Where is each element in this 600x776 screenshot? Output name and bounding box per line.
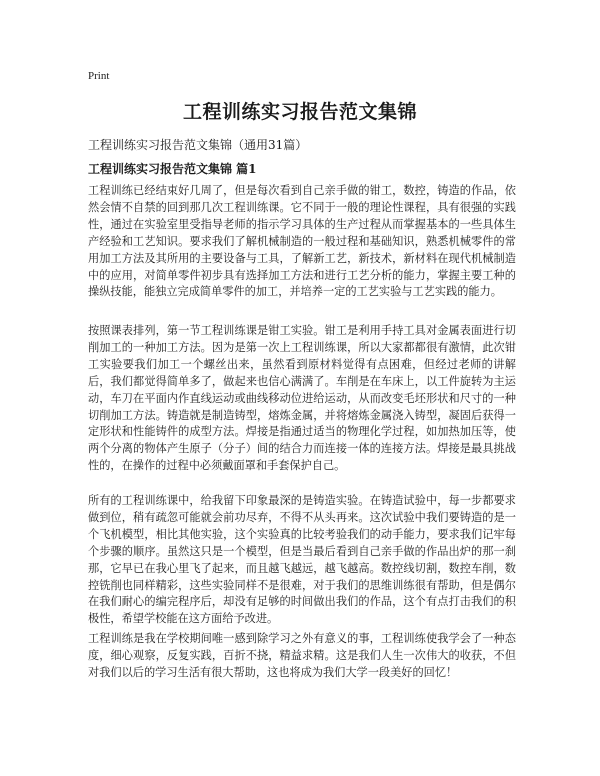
body-paragraph: 按照课表排列，第一节工程训练课是钳工实验。钳工是利用手持工具对金属表面进行切削加工的一种加工方法。因为是第一次上工程训练课，所以大家都都很有激情，此次钳工实验要我们加工一个螺丝出来，虽然看到原材料觉得有点困难，但经过老师的讲解后，我们都觉得简单多了，做起来也信心满满了。车削是在车床上，以工件旋转为主运动，车刀在平面内作直线运动或曲线移动位进给运动，从而改变毛坯形状和尺寸的一种切削加工方法。铸造就是制造铸型，熔炼金属，并将熔炼金属浇入铸型，凝固后获得一定形状和性能铸件的成型方法。焊接是指通过适当的物理化学过程，如加热加压等，使两个分离的物体产生原子（分子）间的结合力而连接一体的连接方法。焊接是最具挑战性的，在操作的过程中必须戴面罩和手套保护自己。 (88, 324, 516, 473)
print-label: Print (88, 70, 110, 82)
body-paragraph: 工程训练是我在学校期间唯一感到除学习之外有意义的事，工程训练使我学会了一种态度，细心观察，反复实践，百折不挠，精益求精。这是我们人生一次伟大的收获，不但对我们以后的学习生活有很大帮助，这也将成为我们大学一段美好的回忆！ (88, 632, 516, 679)
body-paragraph: 工程训练已经结束好几周了，但是每次看到自己亲手做的钳工，数控，铸造的作品，依然会情不自禁的回到那几次工程训练课。它不同于一般的理论性课程，具有很强的实践性，通过在实验室里受指导老师的指示学习具体的生产过程从而掌握基本的一些具体生产经验和工艺知识。要求我们了解机械制造的一般过程和基础知识，熟悉机械零件的常用加工方法及其所用的主要设备与工具，了解新工艺，新技术，新材料在现代机械制造中的应用，对简单零件初步具有选择加工方法和进行工艺分析的能力，掌握主要工种的操纵技能，能独立完成简单零件的加工，并培养一定的工艺实验与工艺实践的能力。 (88, 184, 516, 299)
body-paragraph: 所有的工程训练课中，给我留下印象最深的是铸造实验。在铸造试验中，每一步都要求做到位，稍有疏忽可能就会前功尽弃，不得不从头再来。这次试验中我们要铸造的是一个飞机模型，相比其他实验，这个实验真的比较考验我们的动手能力，要求我们记牢每个步骤的顺序。虽然这只是一个模型，但是当最后看到自己亲手做的作品出炉的那一刹那，它早已在我心里飞了起来，而且越飞越远，越飞越高。数控线切割，数控车削，数控铣削也同样精彩，这些实验同样不是很难，对于我们的思维训练很有帮助，但是偶尔在我们耐心的编完程序后，却没有足够的时间做出我们的作品，这个有点打击我们的积极性，希望学校能在这方面给予改进。 (88, 494, 516, 626)
section-heading: 工程训练实习报告范文集锦 篇1 (88, 162, 257, 176)
document-subtitle: 工程训练实习报告范文集锦（通用31篇） (88, 138, 308, 152)
document-title: 工程训练实习报告范文集锦 (182, 101, 417, 123)
